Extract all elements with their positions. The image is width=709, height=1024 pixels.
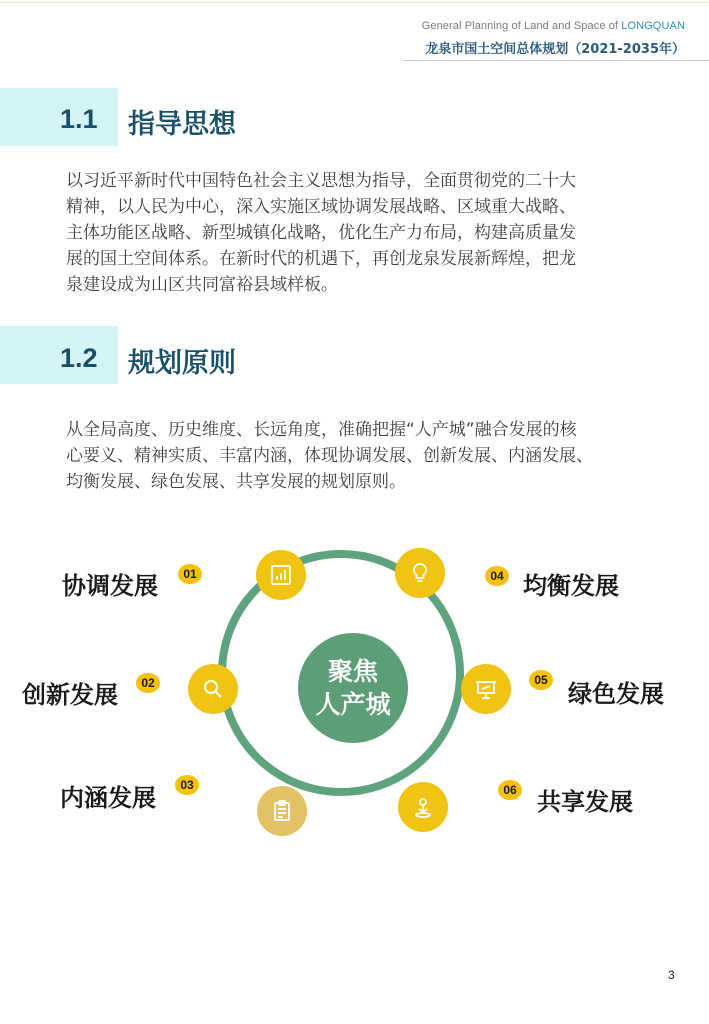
header-divider <box>404 60 709 61</box>
paragraph-line: 均衡发展、绿色发展、共享发展的规划原则。 <box>66 472 406 492</box>
principle-number-badge: 04 <box>485 566 509 586</box>
principle-number-badge: 02 <box>136 673 160 693</box>
center-text-line1: 聚焦 <box>327 657 378 686</box>
section-band <box>0 88 118 146</box>
header-chinese-title: 龙泉市国土空间总体规划（2021-2035年） <box>425 42 685 57</box>
top-rule <box>0 2 709 3</box>
section-title: 指导思想 <box>128 109 236 140</box>
center-text-line2: 人产城 <box>315 690 391 719</box>
clipboard-icon <box>257 786 307 836</box>
paragraph-line: 主体功能区战略、新型城镇化战略，优化生产力布局，构建高质量发 <box>66 223 576 243</box>
paragraph-line: 心要义、精神实质、丰富内涵，体现协调发展、创新发展、内涵发展、 <box>66 446 593 466</box>
principle-label: 内涵发展 <box>60 784 156 812</box>
section-title: 规划原则 <box>128 348 236 379</box>
principle-number-badge: 03 <box>175 775 199 795</box>
section-number: 1.1 <box>60 104 98 134</box>
principle-label: 创新发展 <box>22 681 118 709</box>
person-location-icon <box>398 782 448 832</box>
principle-number-badge: 01 <box>178 564 202 584</box>
section-number: 1.2 <box>60 343 98 373</box>
magnifier-icon <box>188 664 238 714</box>
paragraph-line: 从全局高度、历史维度、长远角度，准确把握“人产城”融合发展的核 <box>66 420 577 440</box>
paragraph-line: 以习近平新时代中国特色社会主义思想为指导，全面贯彻党的二十大 <box>66 171 576 191</box>
presentation-board-icon <box>461 664 511 714</box>
section-paragraph <box>66 417 646 495</box>
diagram-center <box>298 633 408 743</box>
principle-label: 均衡发展 <box>523 572 619 600</box>
principle-label: 协调发展 <box>62 572 158 600</box>
section-paragraph <box>66 168 646 298</box>
bar-chart-icon <box>256 550 306 600</box>
principle-label: 绿色发展 <box>568 680 664 708</box>
principle-number-badge: 05 <box>529 670 553 690</box>
lightbulb-icon <box>395 548 445 598</box>
principle-label: 共享发展 <box>537 788 633 816</box>
section-band <box>0 326 118 384</box>
principle-number-badge: 06 <box>498 780 522 800</box>
paragraph-line: 精神，以人民为中心，深入实施区域协调发展战略、区域重大战略、 <box>66 197 576 217</box>
principles-diagram <box>0 520 709 860</box>
page-number: 3 <box>668 968 675 982</box>
paragraph-line: 泉建设成为山区共同富裕县域样板。 <box>66 275 338 295</box>
paragraph-line: 展的国土空间体系。在新时代的机遇下，再创龙泉发展新辉煌，把龙 <box>66 249 576 269</box>
header-english-title: General Planning of Land and Space of LONGQUAN <box>421 20 685 32</box>
